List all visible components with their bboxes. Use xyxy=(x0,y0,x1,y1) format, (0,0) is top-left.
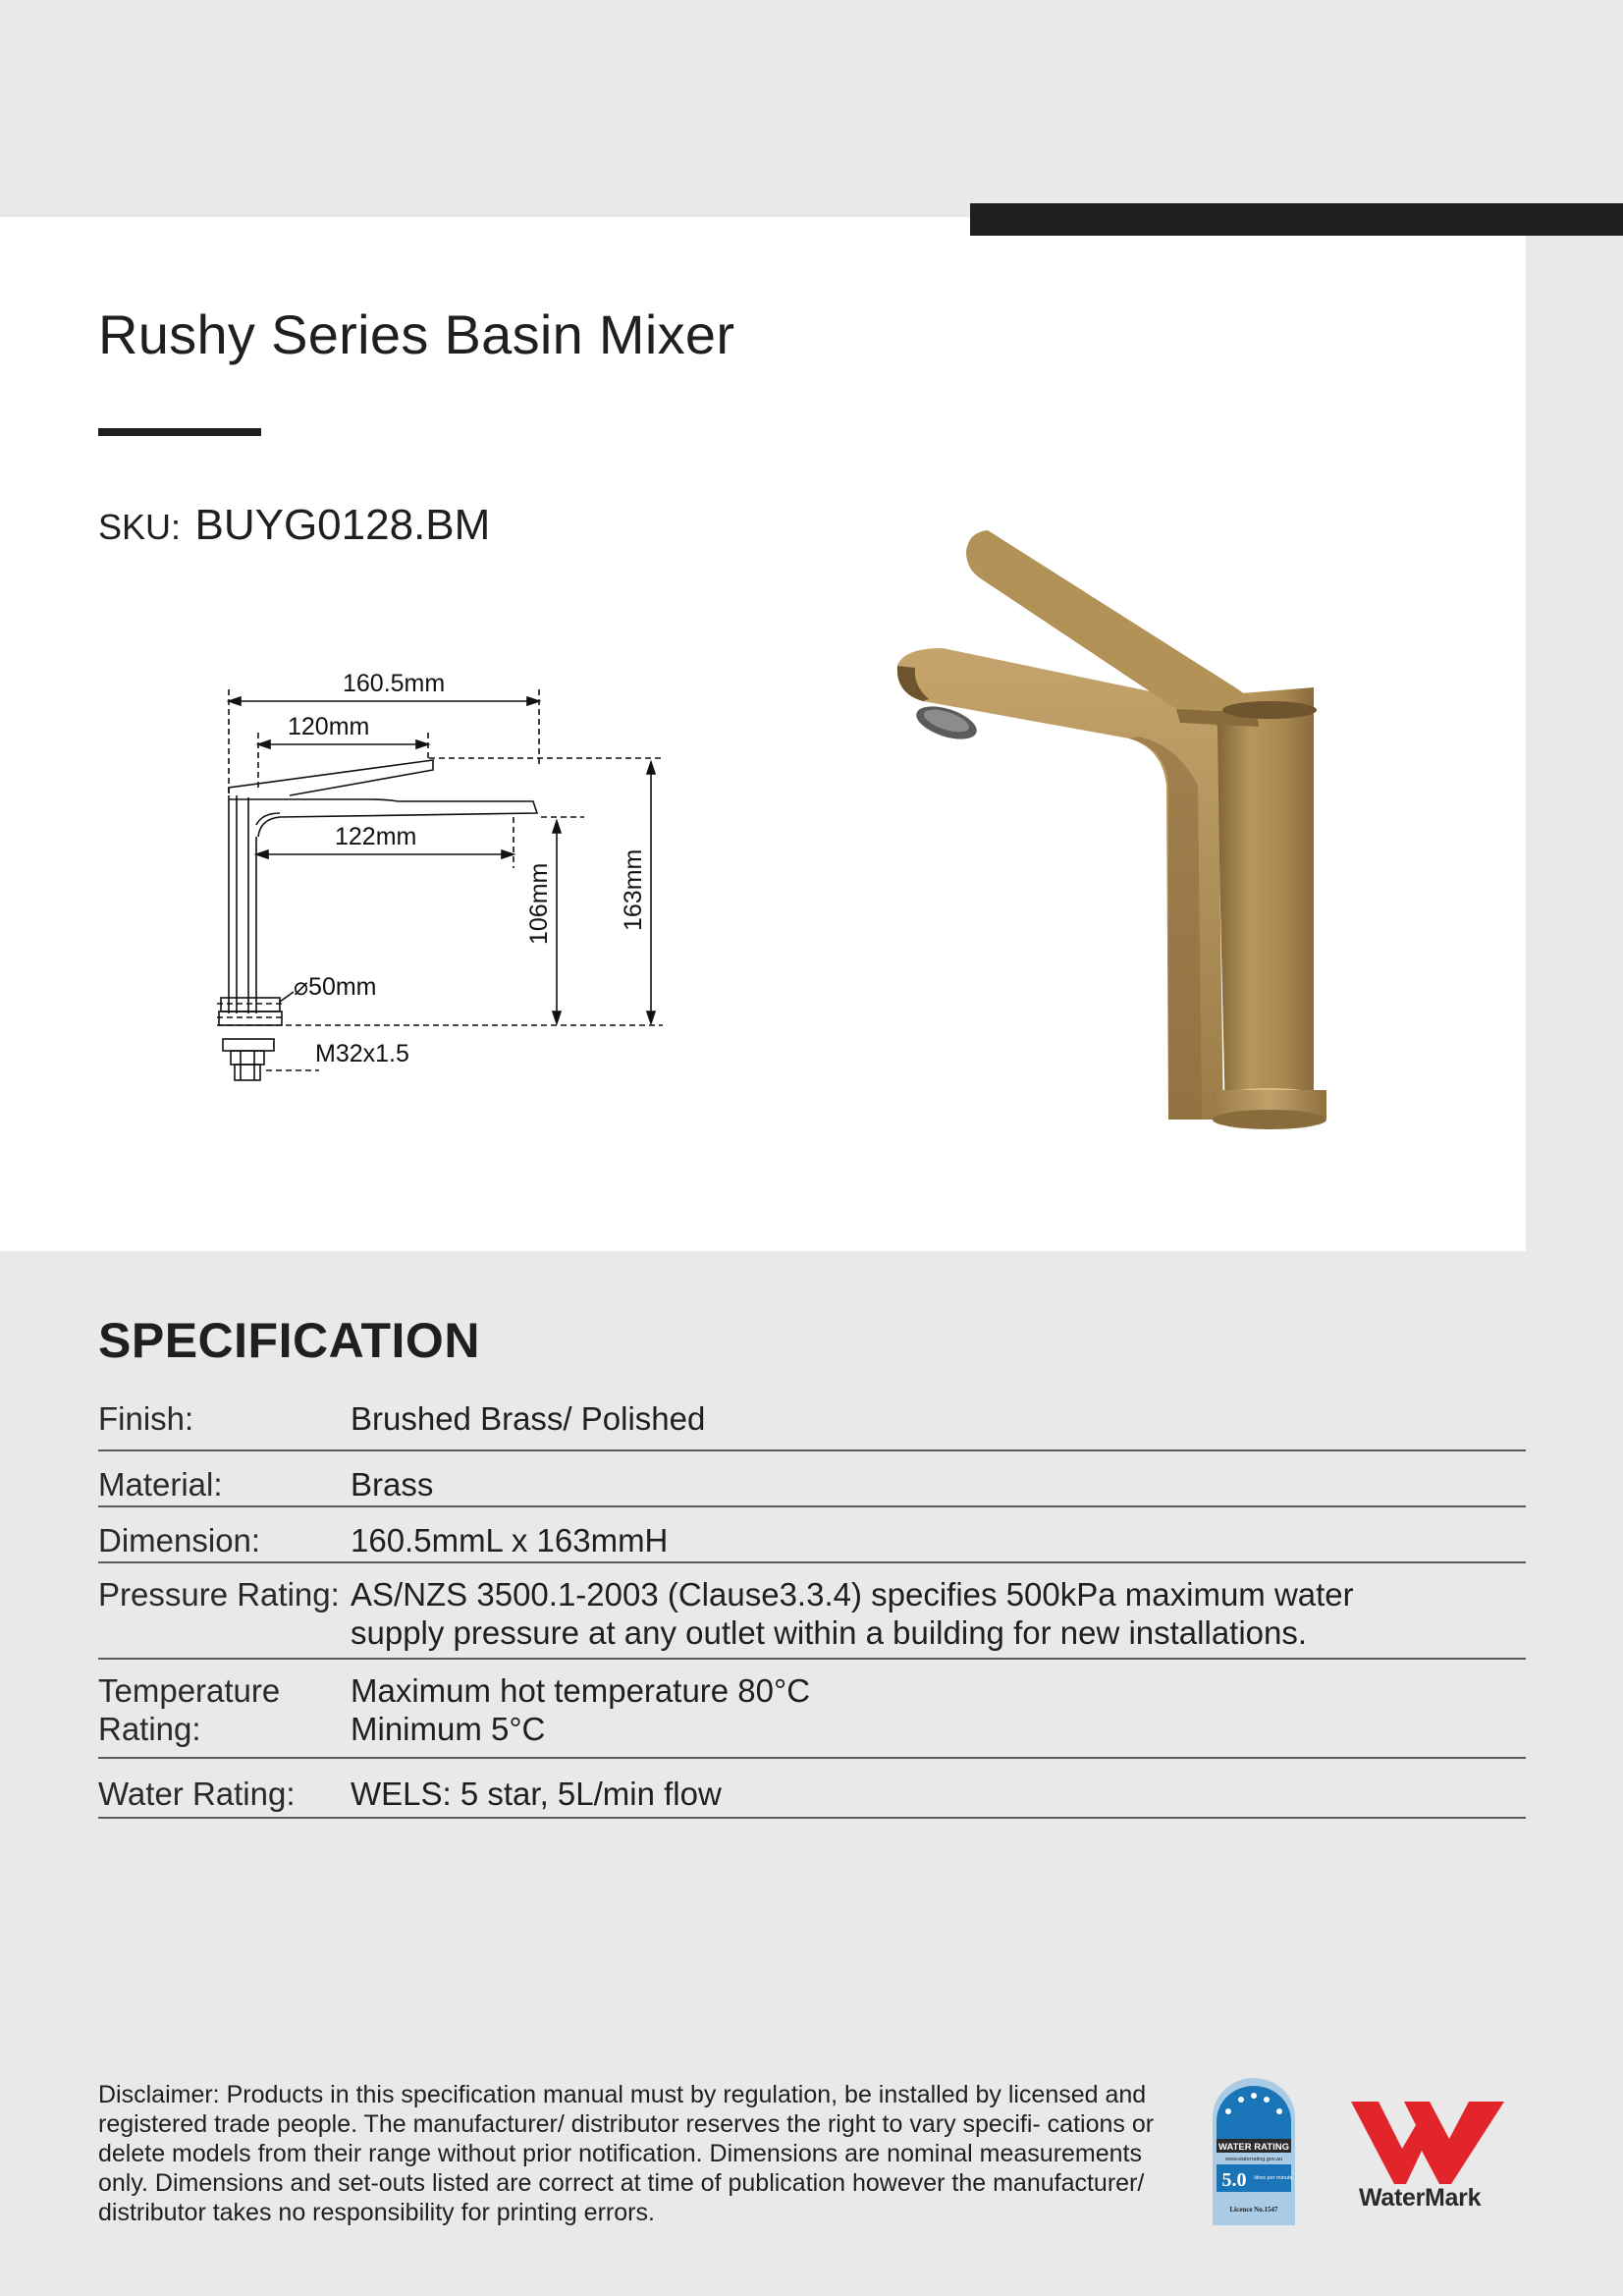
spec-value xyxy=(351,1521,1526,1561)
spec-value-line: WELS: 5 star, 5L/min flow xyxy=(351,1776,722,1812)
wels-licence: Licence No.1547 xyxy=(1229,2206,1278,2214)
wels-site: www.waterrating.gov.au xyxy=(1225,2157,1282,2162)
dim-spout-height: 106mm xyxy=(525,862,553,945)
spec-value xyxy=(351,1399,1526,1449)
technical-drawing xyxy=(211,660,682,1092)
product-title: Rushy Series Basin Mixer xyxy=(98,303,735,365)
wels-rating-unit: litres per minute xyxy=(1254,2175,1293,2181)
title-underline xyxy=(98,428,261,436)
wels-rating-icon xyxy=(1209,2078,1299,2227)
top-band xyxy=(0,0,1623,217)
dim-handle: 120mm xyxy=(288,713,370,740)
spec-value-line: Maximum hot temperature 80°C xyxy=(351,1672,811,1709)
spec-value-line: 160.5mmL x 163mmH xyxy=(351,1522,669,1558)
dim-overall-length: 160.5mm xyxy=(343,670,446,697)
spec-label: Finish: xyxy=(98,1400,194,1437)
spec-row-pressure xyxy=(98,1563,1526,1660)
spec-row-dimension xyxy=(98,1507,1526,1563)
watermark-label: WaterMark xyxy=(1359,2184,1482,2212)
spec-label: Dimension: xyxy=(98,1522,261,1558)
header-accent-bar xyxy=(970,203,1623,236)
dim-total-height: 163mm xyxy=(620,848,647,931)
spec-label: Temperature Rating: xyxy=(98,1672,281,1747)
spec-row-finish xyxy=(98,1399,1526,1451)
sku-label: SKU: xyxy=(98,507,182,547)
product-image xyxy=(884,491,1394,1139)
spec-value xyxy=(351,1465,1526,1505)
wels-rating-value: 5.0 xyxy=(1221,2169,1247,2191)
spec-label: Material: xyxy=(98,1466,223,1503)
spec-value-line: supply pressure at any outlet within a building for new installations. xyxy=(351,1614,1308,1651)
spec-table xyxy=(98,1399,1526,1819)
spec-row-temperature xyxy=(98,1660,1526,1759)
dim-base: ⌀50mm xyxy=(294,973,377,1001)
dim-thread: M32x1.5 xyxy=(315,1040,409,1067)
spec-value-line: Brushed Brass/ Polished xyxy=(351,1400,706,1437)
sku-line xyxy=(98,501,490,550)
spec-heading: SPECIFICATION xyxy=(98,1313,480,1368)
right-margin-strip xyxy=(1526,236,1623,1251)
spec-value-line: Brass xyxy=(351,1466,434,1503)
spec-label: Water Rating: xyxy=(98,1776,296,1812)
spec-row-water xyxy=(98,1759,1526,1819)
wels-title: WATER RATING xyxy=(1218,2142,1289,2153)
spec-label: Pressure Rating: xyxy=(98,1576,340,1613)
disclaimer-text: Disclaimer: Products in this specification manual must by regulation, be installed by licensed and registered trade people. The manufacturer/ distributor reserves the right to vary specifi- cations or delete models from their range without prior notification. Dimensions are nominal measurements only. Dimensions and set-outs listed are correct at time of publication however the manufacturer/ distributor takes no responsibility for printing errors. xyxy=(98,2081,1155,2226)
spec-row-material xyxy=(98,1451,1526,1507)
spec-value-line: Minimum 5°C xyxy=(351,1711,546,1747)
spec-value xyxy=(351,1775,1526,1817)
spec-value xyxy=(351,1575,1526,1658)
spec-value xyxy=(351,1671,1526,1757)
dim-spout: 122mm xyxy=(335,823,417,850)
sku-value: BUYG0128.BM xyxy=(194,501,491,549)
spec-value-line: AS/NZS 3500.1-2003 (Clause3.3.4) specifies 500kPa maximum water xyxy=(351,1576,1354,1613)
